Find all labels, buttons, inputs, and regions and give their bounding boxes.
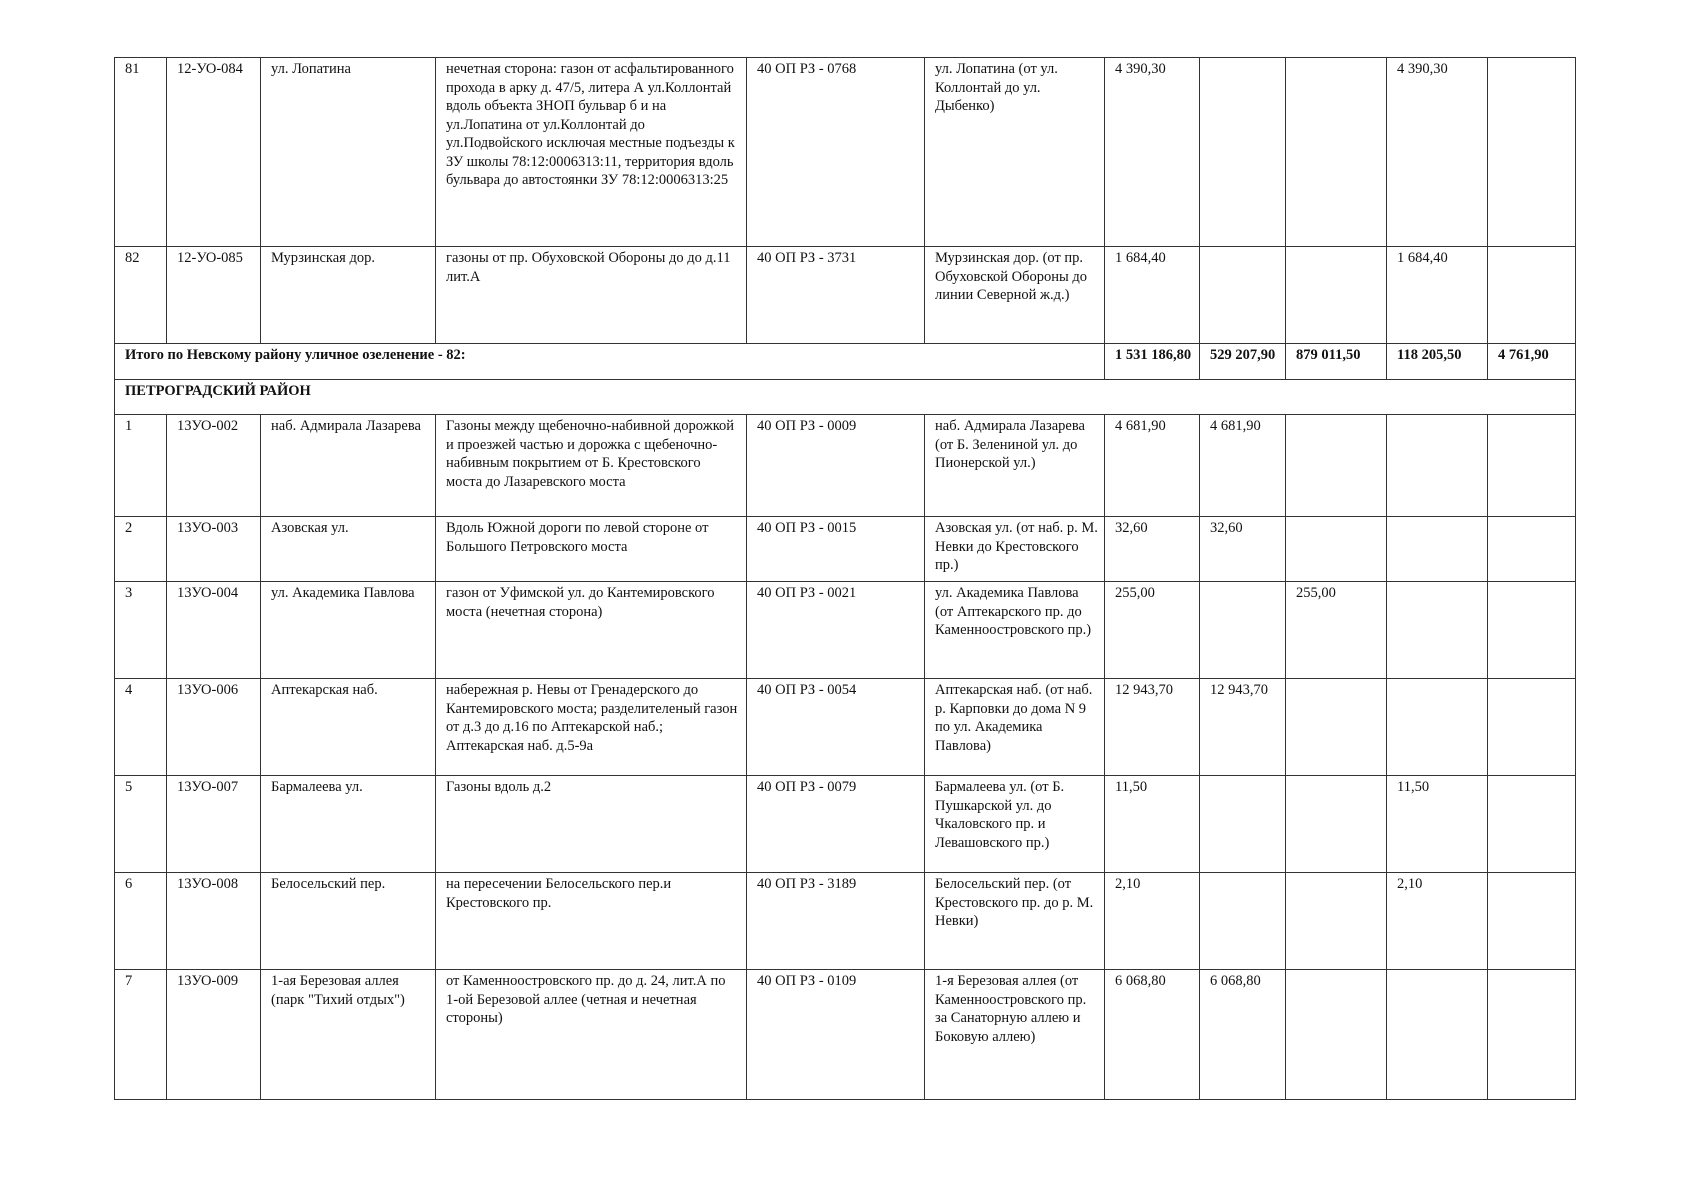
road-id: 40 ОП РЗ - 0079 — [747, 776, 925, 873]
area-col-2 — [1286, 679, 1387, 776]
area-col-2 — [1286, 517, 1387, 582]
road-name: Азовская ул. (от наб. р. М. Невки до Крестовского пр.) — [925, 517, 1105, 582]
area-col-3: 2,10 — [1387, 873, 1488, 970]
row-number: 2 — [115, 517, 167, 582]
table-row — [115, 517, 1576, 582]
table-row — [115, 679, 1576, 776]
district-total-col-3: 118 205,50 — [1387, 344, 1488, 380]
area-col-2 — [1286, 873, 1387, 970]
street-name: 1-ая Березовая аллея (парк "Тихий отдых") — [261, 970, 436, 1100]
road-name: Белосельский пер. (от Крестовского пр. до р. М. Невки) — [925, 873, 1105, 970]
area-col-1: 4 681,90 — [1200, 415, 1286, 517]
road-id: 40 ОП РЗ - 0015 — [747, 517, 925, 582]
row-number: 3 — [115, 582, 167, 679]
area-col-1: 32,60 — [1200, 517, 1286, 582]
object-code: 13УО-007 — [167, 776, 261, 873]
road-name: Мурзинская дор. (от пр. Обуховской Обороны до линии Северной ж.д.) — [925, 247, 1105, 344]
area-col-4 — [1488, 58, 1576, 247]
street-name: Белосельский пер. — [261, 873, 436, 970]
area-col-3: 11,50 — [1387, 776, 1488, 873]
table-row — [115, 582, 1576, 679]
total-area: 4 681,90 — [1105, 415, 1200, 517]
row-number: 82 — [115, 247, 167, 344]
area-col-4 — [1488, 873, 1576, 970]
row-number: 1 — [115, 415, 167, 517]
street-name: ул. Лопатина — [261, 58, 436, 247]
road-id: 40 ОП РЗ - 0768 — [747, 58, 925, 247]
road-id: 40 ОП РЗ - 3189 — [747, 873, 925, 970]
area-col-2: 255,00 — [1286, 582, 1387, 679]
road-name: ул. Лопатина (от ул. Коллонтай до ул. Дыбенко) — [925, 58, 1105, 247]
road-name: ул. Академика Павлова (от Аптекарского пр. до Каменноостровского пр.) — [925, 582, 1105, 679]
street-name: ул. Академика Павлова — [261, 582, 436, 679]
district-total-col-2: 879 011,50 — [1286, 344, 1387, 380]
street-name: Бармалеева ул. — [261, 776, 436, 873]
object-code: 13УО-003 — [167, 517, 261, 582]
area-description: на пересечении Белосельского пер.и Крестовского пр. — [436, 873, 747, 970]
total-area: 1 684,40 — [1105, 247, 1200, 344]
area-col-3: 1 684,40 — [1387, 247, 1488, 344]
total-area: 255,00 — [1105, 582, 1200, 679]
district-total-col-4: 4 761,90 — [1488, 344, 1576, 380]
section-title: ПЕТРОГРАДСКИЙ РАЙОН — [115, 380, 1576, 415]
street-name: Аптекарская наб. — [261, 679, 436, 776]
row-number: 4 — [115, 679, 167, 776]
area-col-2 — [1286, 415, 1387, 517]
area-col-3 — [1387, 582, 1488, 679]
road-name: Бармалеева ул. (от Б. Пушкарской ул. до Чкаловского пр. и Левашовского пр.) — [925, 776, 1105, 873]
road-name: Аптекарская наб. (от наб. р. Карповки до дома N 9 по ул. Академика Павлова) — [925, 679, 1105, 776]
total-area: 4 390,30 — [1105, 58, 1200, 247]
area-description: набережная р. Невы от Гренадерского до Кантемировского моста; разделителеный газон от д.3 до д.16 по Аптекарской наб.; Аптекарская наб. д.5-9а — [436, 679, 747, 776]
object-code: 13УО-008 — [167, 873, 261, 970]
total-area: 32,60 — [1105, 517, 1200, 582]
street-name: наб. Адмирала Лазарева — [261, 415, 436, 517]
area-col-2 — [1286, 247, 1387, 344]
area-description: Вдоль Южной дороги по левой стороне от Большого Петровского моста — [436, 517, 747, 582]
area-description: Газоны между щебеночно-набивной дорожкой и проезжей частью и дорожка с щебеночно-набивным покрытием от Б. Крестовского моста до Лазаревского моста — [436, 415, 747, 517]
table-row — [115, 970, 1576, 1100]
total-area: 6 068,80 — [1105, 970, 1200, 1100]
table-row — [115, 776, 1576, 873]
road-id: 40 ОП РЗ - 0109 — [747, 970, 925, 1100]
object-code: 13УО-002 — [167, 415, 261, 517]
table-row — [115, 415, 1576, 517]
district-total-col-1: 529 207,90 — [1200, 344, 1286, 380]
area-col-1 — [1200, 873, 1286, 970]
greenery-register-table — [114, 57, 1576, 1100]
area-description: газон от Уфимской ул. до Кантемировского моста (нечетная сторона) — [436, 582, 747, 679]
street-name: Мурзинская дор. — [261, 247, 436, 344]
area-col-1: 12 943,70 — [1200, 679, 1286, 776]
area-col-4 — [1488, 970, 1576, 1100]
street-name: Азовская ул. — [261, 517, 436, 582]
area-col-4 — [1488, 415, 1576, 517]
area-col-1 — [1200, 776, 1286, 873]
row-number: 5 — [115, 776, 167, 873]
row-number: 7 — [115, 970, 167, 1100]
district-total-total-area: 1 531 186,80 — [1105, 344, 1200, 380]
object-code: 13УО-006 — [167, 679, 261, 776]
district-total-row — [115, 344, 1576, 380]
road-id: 40 ОП РЗ - 0054 — [747, 679, 925, 776]
area-col-3: 4 390,30 — [1387, 58, 1488, 247]
road-id: 40 ОП РЗ - 0021 — [747, 582, 925, 679]
area-description: Газоны вдоль д.2 — [436, 776, 747, 873]
row-number: 6 — [115, 873, 167, 970]
area-col-3 — [1387, 415, 1488, 517]
area-col-3 — [1387, 970, 1488, 1100]
object-code: 13УО-004 — [167, 582, 261, 679]
total-area: 12 943,70 — [1105, 679, 1200, 776]
area-col-4 — [1488, 679, 1576, 776]
table-row — [115, 873, 1576, 970]
object-code: 12-УО-085 — [167, 247, 261, 344]
area-col-1: 6 068,80 — [1200, 970, 1286, 1100]
area-col-2 — [1286, 776, 1387, 873]
area-description: газоны от пр. Обуховской Обороны до до д.11 лит.А — [436, 247, 747, 344]
object-code: 12-УО-084 — [167, 58, 261, 247]
table-row — [115, 247, 1576, 344]
area-col-4 — [1488, 582, 1576, 679]
area-col-3 — [1387, 679, 1488, 776]
area-col-4 — [1488, 247, 1576, 344]
area-col-4 — [1488, 517, 1576, 582]
road-name: наб. Адмирала Лазарева (от Б. Зелениной ул. до Пионерской ул.) — [925, 415, 1105, 517]
table-body — [115, 58, 1576, 1100]
area-description: от Каменноостровского пр. до д. 24, лит.А по 1-ой Березовой аллее (четная и нечетная стороны) — [436, 970, 747, 1100]
object-code: 13УО-009 — [167, 970, 261, 1100]
district-total-label: Итого по Невскому району уличное озеленение - 82: — [115, 344, 1105, 380]
table-row — [115, 58, 1576, 247]
area-col-3 — [1387, 517, 1488, 582]
area-col-2 — [1286, 970, 1387, 1100]
area-col-1 — [1200, 582, 1286, 679]
total-area: 11,50 — [1105, 776, 1200, 873]
road-id: 40 ОП РЗ - 0009 — [747, 415, 925, 517]
area-description: нечетная сторона: газон от асфальтированного прохода в арку д. 47/5, литера А ул.Коллонтай вдоль объекта ЗНОП бульвар б и на ул.Лопатина от ул.Коллонтай до ул.Подвойского исключая местные подъезды к ЗУ школы 78:12:0006313:11, территория вдоль бульвара до автостоянки ЗУ 78:12:0006313:25 — [436, 58, 747, 247]
section-heading-row — [115, 380, 1576, 415]
area-col-2 — [1286, 58, 1387, 247]
area-col-1 — [1200, 58, 1286, 247]
area-col-4 — [1488, 776, 1576, 873]
road-id: 40 ОП РЗ - 3731 — [747, 247, 925, 344]
total-area: 2,10 — [1105, 873, 1200, 970]
row-number: 81 — [115, 58, 167, 247]
road-name: 1-я Березовая аллея (от Каменноостровского пр. за Санаторную аллею и Боковую аллею) — [925, 970, 1105, 1100]
area-col-1 — [1200, 247, 1286, 344]
